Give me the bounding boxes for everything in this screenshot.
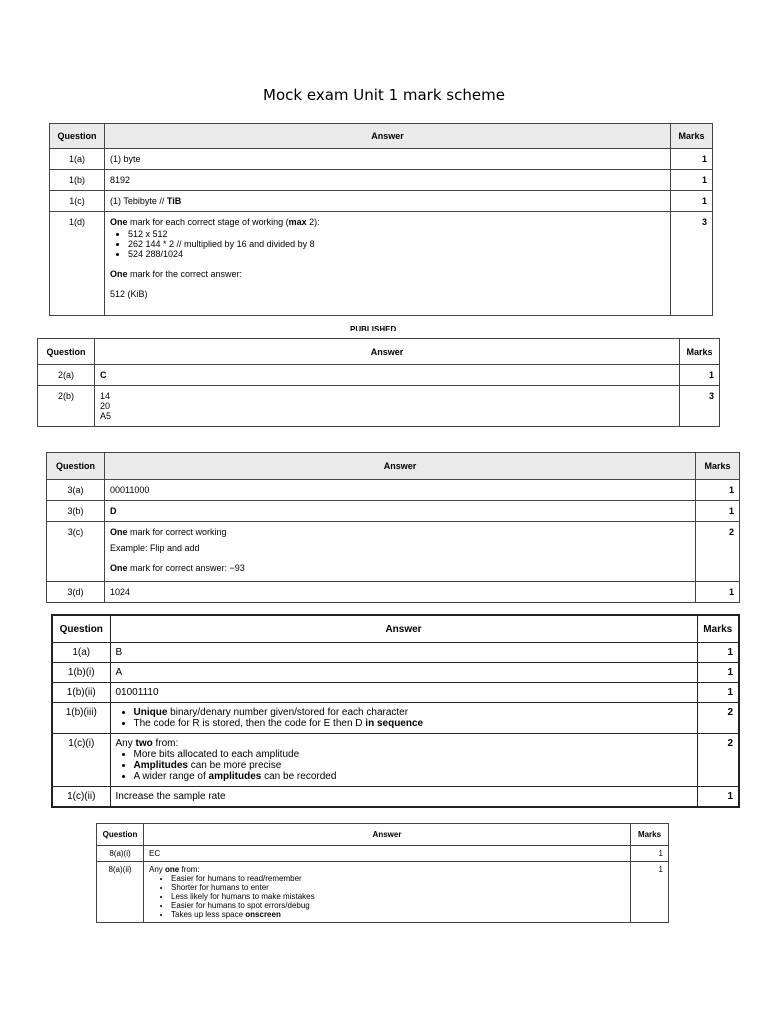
marks-header: Marks: [680, 339, 720, 365]
answer-header: Answer: [144, 824, 631, 846]
answer-line: 20: [100, 401, 111, 411]
list-item: [134, 771, 692, 782]
answer-bold-text: C: [100, 370, 107, 380]
marks-cell: 1: [680, 365, 720, 386]
answer-cell: A: [110, 663, 697, 683]
answer-line: [110, 269, 665, 279]
answer-text: mark for the correct answer:: [127, 269, 243, 279]
mark-scheme-table-3: [46, 452, 740, 603]
table-row: [38, 386, 720, 427]
marks-header: Marks: [697, 615, 739, 643]
marks-header: Marks: [696, 453, 740, 480]
table-row: [47, 480, 740, 501]
bold-text: Amplitudes: [133, 760, 188, 771]
marks-cell: 3: [680, 386, 720, 427]
list-item: [134, 760, 692, 771]
mark-scheme-table-1: [49, 123, 713, 316]
bold-text: two: [135, 738, 153, 749]
bullet-list: [116, 707, 692, 729]
bold-text: Unique: [133, 707, 168, 718]
answer-text: from:: [152, 738, 179, 749]
mark-scheme-table-2: [37, 338, 720, 427]
answer-line: [110, 527, 690, 537]
answer-text: mark for each correct stage of working (: [127, 217, 289, 227]
answer-cell: [95, 365, 680, 386]
answer-text: Any: [115, 738, 136, 749]
bold-text: one: [165, 865, 180, 874]
bullet-list: [149, 874, 625, 919]
answer-text: binary/denary number given/stored for each character: [167, 707, 409, 718]
cut-off-text: PUBLISHED: [350, 326, 397, 331]
marks-cell: 3: [671, 212, 713, 316]
table-row: [47, 501, 740, 522]
answer-cell: 00011000: [105, 480, 696, 501]
answer-cell: [144, 862, 631, 923]
table-row: [52, 683, 739, 703]
answer-cell: [95, 386, 680, 427]
table-row: [47, 582, 740, 603]
bold-text: One: [110, 563, 128, 573]
table-row: [47, 522, 740, 582]
answer-line: 512 (KiB): [110, 289, 148, 299]
bullet-list: [110, 229, 665, 259]
answer-line: 14: [100, 391, 111, 401]
list-item: • Easier for humans to spot errors/debug: [171, 901, 625, 910]
question-cell: 1(c)(i): [52, 734, 110, 787]
question-cell: 3(b): [47, 501, 105, 522]
answer-text: can be recorded: [261, 771, 337, 782]
marks-cell: 1: [697, 683, 739, 703]
marks-cell: 1: [631, 846, 669, 862]
answer-cell: 1024: [105, 582, 696, 603]
list-item: • Shorter for humans to enter: [171, 883, 625, 892]
question-cell: 1(b)(i): [52, 663, 110, 683]
table-row: [38, 365, 720, 386]
marks-cell: 1: [696, 480, 740, 501]
answer-cell: (1) byte: [105, 149, 671, 170]
table-row: [50, 149, 713, 170]
answer-line: A5: [100, 411, 112, 421]
answer-text: The code for R is stored, then the code for E then D: [133, 718, 366, 729]
question-cell: 1(b)(iii): [52, 703, 110, 734]
answer-text: (1) Tebibyte //: [110, 196, 167, 206]
question-cell: 8(a)(ii): [97, 862, 144, 923]
answer-cell: Increase the sample rate: [110, 787, 697, 808]
answer-cell: [110, 703, 697, 734]
question-cell: 1(b)(ii): [52, 683, 110, 703]
marks-cell: 1: [697, 643, 739, 663]
bullet-list: [116, 749, 692, 782]
answer-text: 2):: [306, 217, 320, 227]
answer-text: mark for correct working: [127, 527, 227, 537]
answer-cell: 8192: [105, 170, 671, 191]
mark-scheme-table-5: [96, 823, 669, 923]
question-cell: 3(d): [47, 582, 105, 603]
list-item: • 262 144 * 2 // multiplied by 16 and divided by 8: [128, 239, 665, 249]
table-header-row: [97, 824, 669, 846]
table-row: [52, 787, 739, 808]
question-header: Question: [50, 124, 105, 149]
list-item: [134, 718, 692, 729]
question-cell: 1(a): [50, 149, 105, 170]
page-title: Mock exam Unit 1 mark scheme: [263, 86, 505, 104]
marks-cell: 1: [696, 582, 740, 603]
answer-text: Any: [149, 865, 166, 874]
answer-header: Answer: [105, 453, 696, 480]
marks-cell: 1: [697, 787, 739, 808]
table-row: [50, 212, 713, 316]
bold-text: in sequence: [365, 718, 424, 729]
answer-cell: [105, 522, 696, 582]
question-cell: 2(a): [38, 365, 95, 386]
bold-text: One: [110, 527, 128, 537]
table-row: [52, 734, 739, 787]
table-row: [97, 862, 669, 923]
list-item: • Easier for humans to read/remember: [171, 874, 625, 883]
answer-cell: EC: [144, 846, 631, 862]
marks-cell: 2: [697, 734, 739, 787]
answer-line: Example: Flip and add: [110, 543, 200, 553]
answer-text: mark for correct answer: −93: [127, 563, 245, 573]
answer-cell: 01001110: [110, 683, 697, 703]
question-cell: 1(b): [50, 170, 105, 191]
answer-text: from:: [179, 865, 200, 874]
bold-text: One: [110, 217, 128, 227]
list-item: • 512 x 512: [128, 229, 665, 239]
table-row: [52, 663, 739, 683]
bold-text: amplitudes: [208, 771, 262, 782]
question-header: Question: [97, 824, 144, 846]
answer-cell: [105, 501, 696, 522]
bold-text: max: [288, 217, 307, 227]
answer-cell: B: [110, 643, 697, 663]
answer-header: Answer: [105, 124, 671, 149]
answer-text: can be more precise: [187, 760, 282, 771]
table-row: [52, 643, 739, 663]
marks-header: Marks: [671, 124, 713, 149]
question-cell: 1(c)(ii): [52, 787, 110, 808]
marks-cell: 1: [697, 663, 739, 683]
question-header: Question: [52, 615, 110, 643]
list-item: • 524 288/1024: [128, 249, 665, 259]
table-header-row: [52, 615, 739, 643]
question-cell: 8(a)(i): [97, 846, 144, 862]
answer-text: A wider range of: [133, 771, 209, 782]
answer-text: Takes up less space: [171, 910, 246, 919]
question-cell: 1(c): [50, 191, 105, 212]
bold-text: One: [110, 269, 128, 279]
table-header-row: [50, 124, 713, 149]
answer-cell: [105, 212, 671, 316]
answer-bold-text: TiB: [166, 196, 182, 206]
answer-line: [110, 217, 665, 227]
marks-cell: 1: [671, 149, 713, 170]
marks-cell: 1: [696, 501, 740, 522]
question-cell: 1(d): [50, 212, 105, 316]
question-cell: 3(a): [47, 480, 105, 501]
question-header: Question: [47, 453, 105, 480]
answer-line: [110, 563, 690, 573]
answer-line: [116, 738, 692, 749]
answer-cell: [110, 734, 697, 787]
question-header: Question: [38, 339, 95, 365]
bold-text: onscreen: [245, 910, 281, 919]
marks-cell: 1: [631, 862, 669, 923]
answer-header: Answer: [110, 615, 697, 643]
question-cell: 3(c): [47, 522, 105, 582]
list-item: [171, 910, 625, 919]
answer-cell: [105, 191, 671, 212]
marks-cell: 2: [696, 522, 740, 582]
list-item: • Less likely for humans to make mistakes: [171, 892, 625, 901]
marks-cell: 1: [671, 191, 713, 212]
marks-cell: 1: [671, 170, 713, 191]
marks-header: Marks: [631, 824, 669, 846]
table-row: [50, 170, 713, 191]
table-row: [50, 191, 713, 212]
table-header-row: [38, 339, 720, 365]
answer-header: Answer: [95, 339, 680, 365]
table-row: [97, 846, 669, 862]
answer-line: [149, 865, 625, 874]
mark-scheme-table-4: [51, 614, 740, 808]
question-cell: 1(a): [52, 643, 110, 663]
question-cell: 2(b): [38, 386, 95, 427]
list-item: [134, 707, 692, 718]
table-row: [52, 703, 739, 734]
answer-bold-text: D: [110, 506, 117, 516]
marks-cell: 2: [697, 703, 739, 734]
list-item: • More bits allocated to each amplitude: [134, 749, 692, 760]
table-header-row: [47, 453, 740, 480]
